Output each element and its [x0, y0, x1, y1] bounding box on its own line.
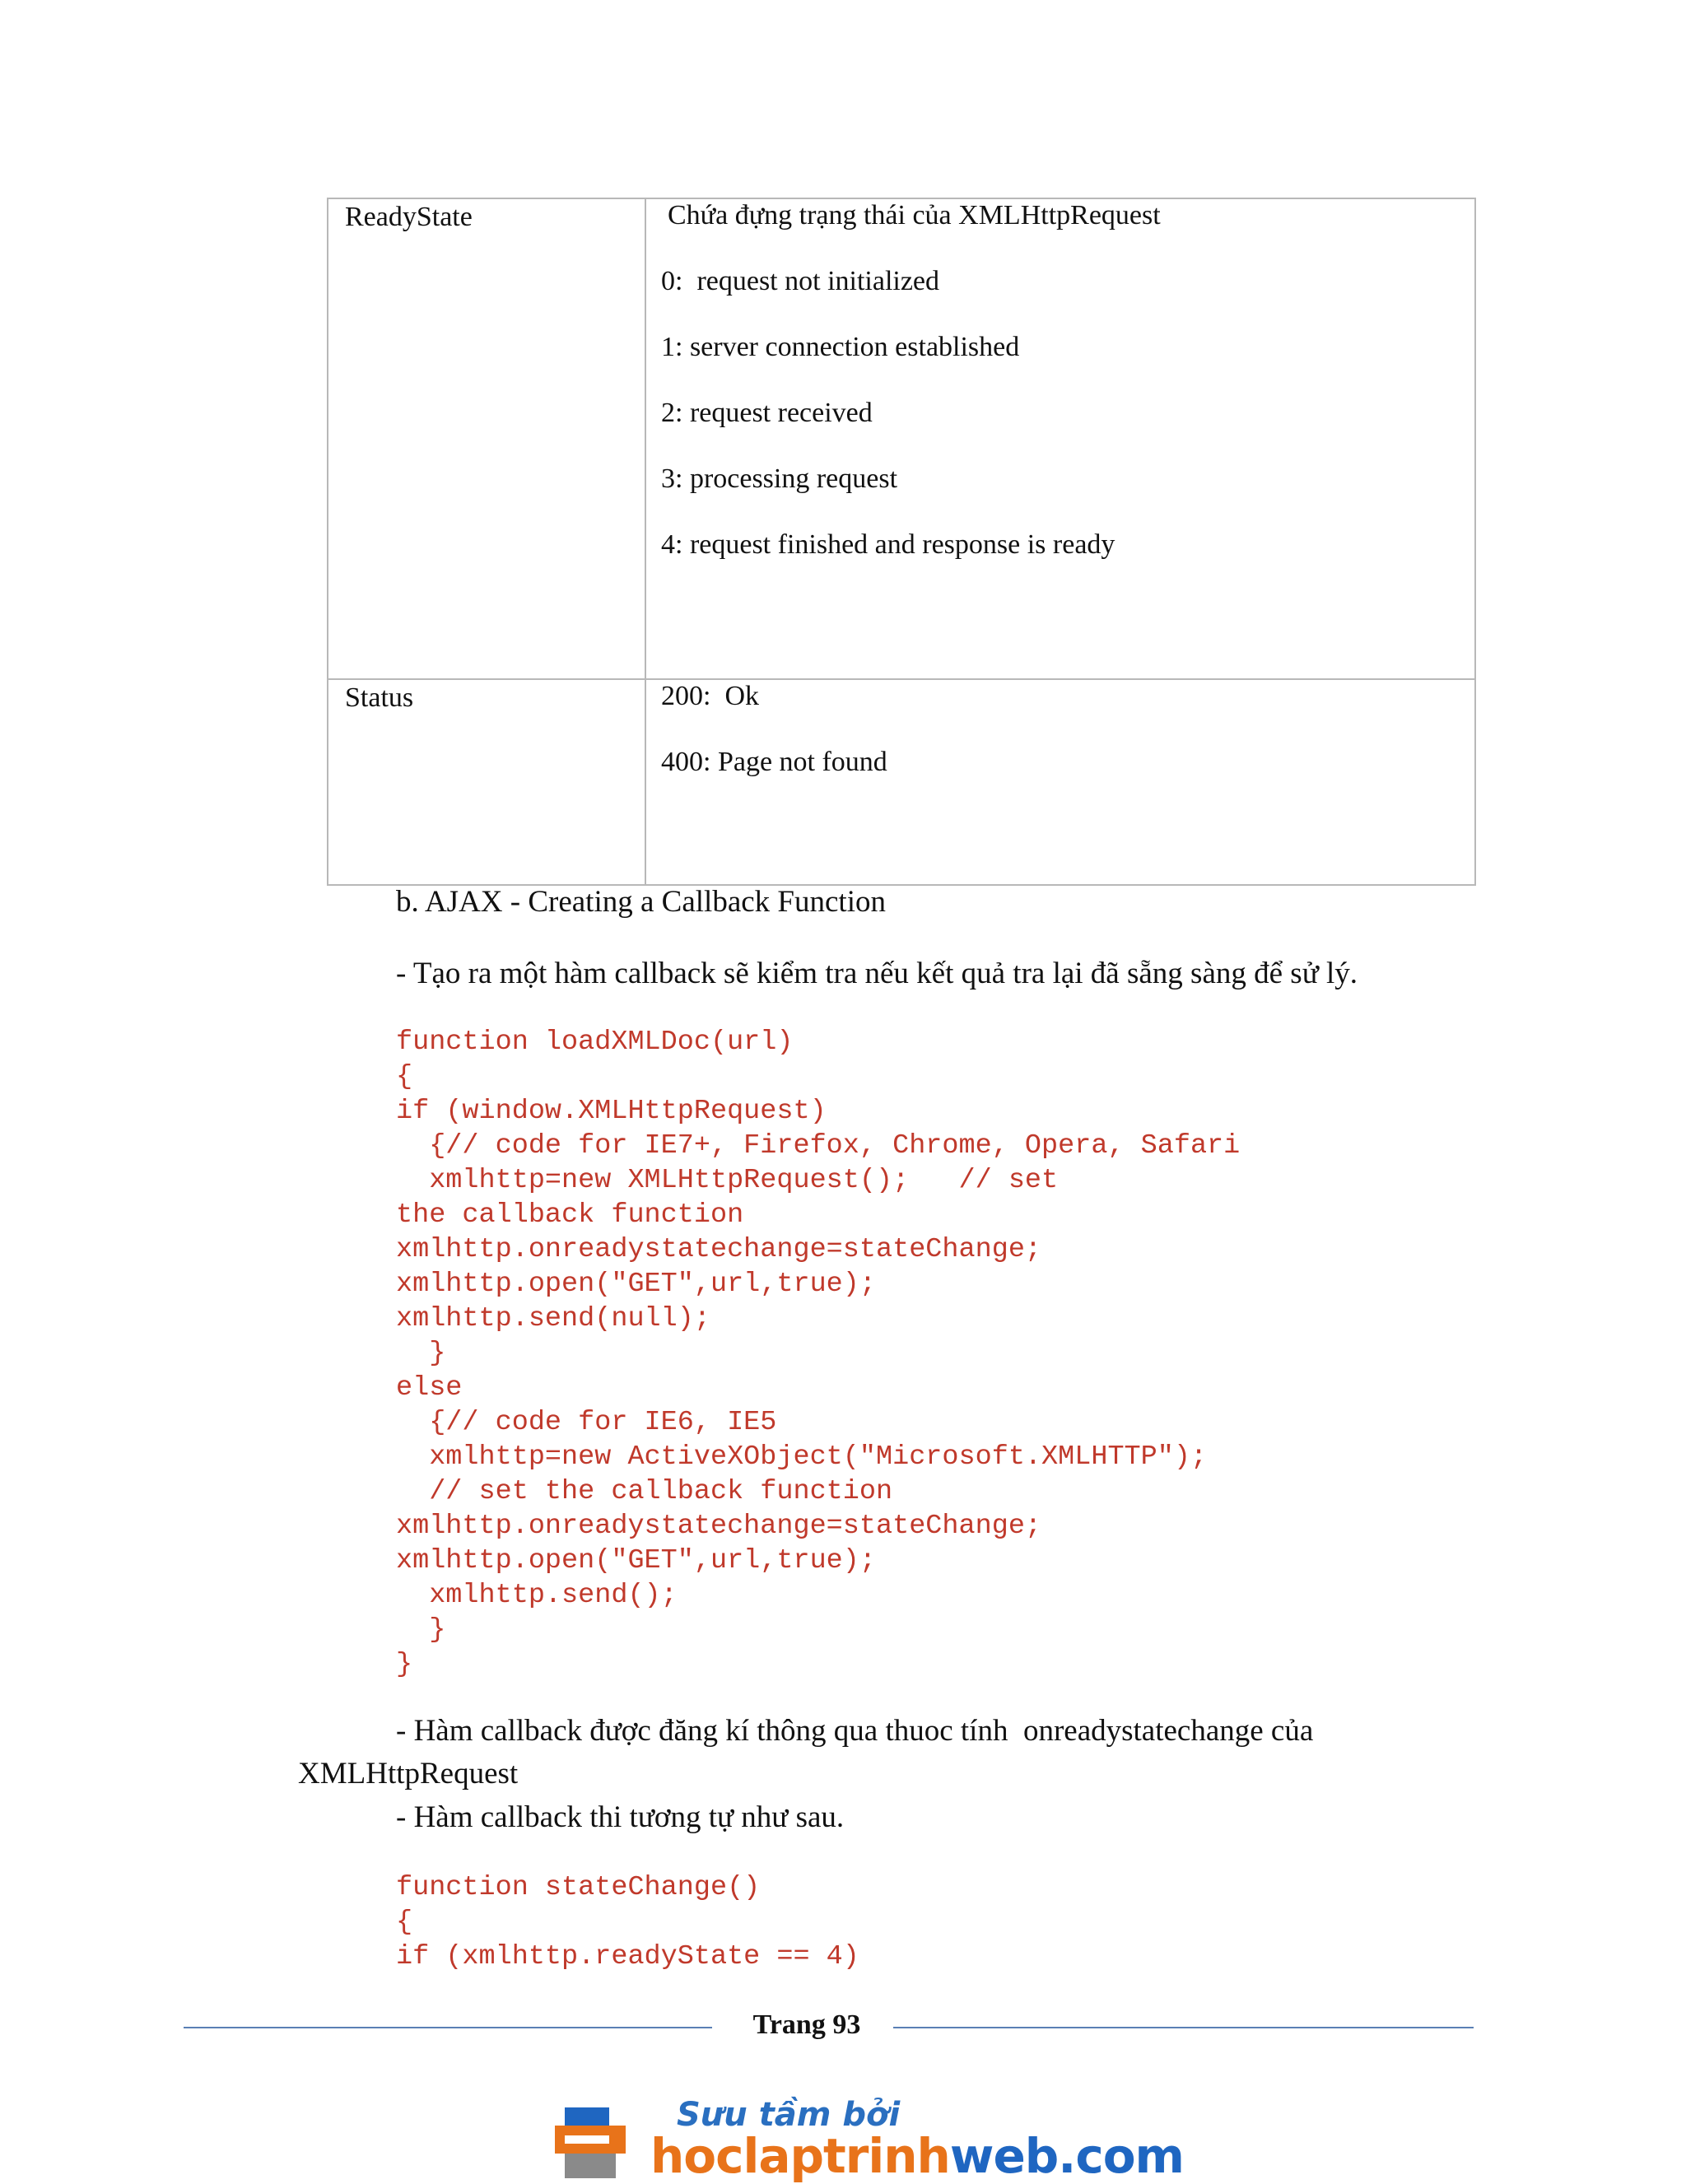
code-line: } — [396, 1614, 446, 1646]
code-line: xmlhttp.onreadystatechange=stateChange; — [396, 1234, 1042, 1265]
code-line: xmlhttp.onreadystatechange=stateChange; — [396, 1511, 1042, 1542]
site-logo — [553, 2096, 1184, 2184]
code-block-statechange — [396, 1870, 859, 1974]
description-line: 1: server connection established — [661, 332, 1020, 362]
code-line: xmlhttp.open("GET",url,true); — [396, 1269, 876, 1300]
code-line: function stateChange() — [396, 1872, 761, 1903]
code-line: } — [396, 1649, 413, 1680]
code-line: {// code for IE7+, Firefox, Chrome, Opera, Safari — [396, 1130, 1241, 1162]
code-line: { — [396, 1907, 413, 1938]
logo-site-name — [650, 2130, 1184, 2182]
description-line: 200: Ok — [661, 681, 759, 711]
code-line: xmlhttp=new ActiveXObject("Microsoft.XMLHTTP"); — [396, 1441, 1208, 1473]
page-number: Trang 93 — [752, 2009, 861, 2040]
code-line: else — [396, 1372, 463, 1404]
table-cell-property — [328, 679, 645, 885]
explanation-line-1: - Hàm callback được đăng kí thông qua thuoc tính onreadystatechange của — [396, 1714, 1314, 1748]
section-intro: - Tạo ra một hàm callback sẽ kiểm tra nếu kết quả tra lại đã sẵng sàng để sử lý. — [396, 957, 1358, 990]
code-line: if (window.XMLHttpRequest) — [396, 1096, 827, 1127]
table-row — [328, 679, 1475, 885]
description-line: 2: request received — [661, 398, 873, 428]
table-row — [328, 198, 1475, 679]
property-name: ReadyState — [345, 202, 473, 232]
table-cell-description — [645, 198, 1475, 679]
footer-rule-right — [893, 2027, 1474, 2028]
code-line: } — [396, 1338, 446, 1369]
explanation-line-2: XMLHttpRequest — [298, 1757, 519, 1791]
logo-site-part1: hoclaptrinh — [650, 2128, 950, 2184]
code-line: xmlhttp.send(null); — [396, 1303, 710, 1334]
description-line: Chứa đựng trạng thái của XMLHttpRequest — [668, 200, 1161, 231]
code-line: { — [396, 1061, 413, 1092]
code-line: xmlhttp.open("GET",url,true); — [396, 1545, 876, 1576]
logo-site-part2: web.com — [949, 2128, 1184, 2184]
table-cell-property — [328, 198, 645, 679]
code-line: // set the callback function — [396, 1476, 893, 1507]
code-line: function loadXMLDoc(url) — [396, 1027, 794, 1058]
code-line: xmlhttp=new XMLHttpRequest(); // set — [396, 1165, 1059, 1196]
printer-icon — [553, 2106, 627, 2182]
logo-tagline: Sưu tầm bởi — [677, 2096, 901, 2134]
description-line: 0: request not initialized — [661, 266, 940, 296]
description-line: 400: Page not found — [661, 747, 887, 777]
table-cell-description — [645, 679, 1475, 885]
code-line: the callback function — [396, 1199, 744, 1231]
description-line: 3: processing request — [661, 463, 898, 494]
code-line: xmlhttp.send(); — [396, 1580, 678, 1611]
explanation-line-3: - Hàm callback thi tương tự như sau. — [396, 1800, 845, 1834]
code-line: if (xmlhttp.readyState == 4) — [396, 1941, 859, 1972]
code-block-loadxmldoc — [396, 1025, 1240, 1682]
footer-rule-left — [184, 2027, 712, 2028]
section-heading: b. AJAX - Creating a Callback Function — [396, 885, 886, 919]
description-line: 4: request finished and response is ready — [661, 529, 1115, 560]
property-table — [327, 198, 1476, 886]
property-name: Status — [345, 682, 414, 713]
code-line: {// code for IE6, IE5 — [396, 1407, 777, 1438]
